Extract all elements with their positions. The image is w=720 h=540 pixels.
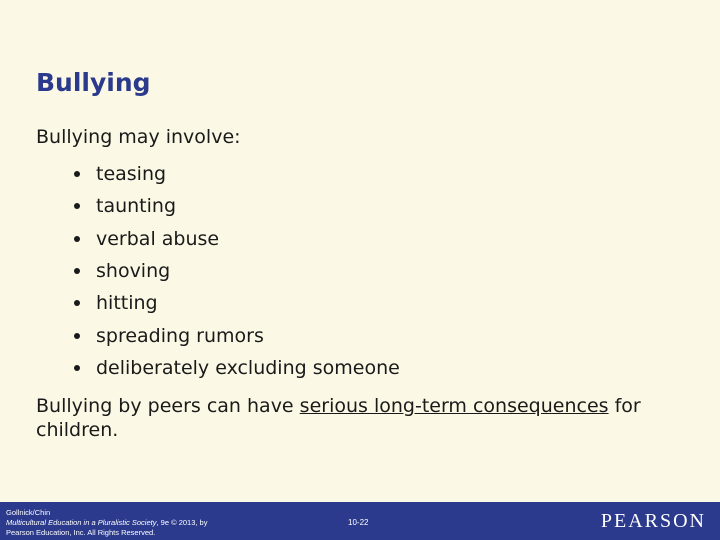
bullet-item [66, 223, 400, 255]
footer-bar [0, 502, 720, 540]
bullet-item [66, 158, 400, 190]
bullet-dot-icon [74, 236, 80, 242]
conclusion-text [36, 394, 676, 442]
conclusion-emphasis: serious long-term consequences [299, 395, 609, 417]
bullet-dot-icon [74, 268, 80, 274]
bullet-dot-icon [74, 171, 80, 177]
bullet-text: verbal abuse [96, 227, 220, 250]
bullet-list [66, 158, 400, 384]
bullet-item [66, 319, 400, 351]
footer-line-2 [6, 518, 207, 528]
bullet-text: spreading rumors [96, 324, 264, 347]
intro-text: Bullying may involve: [36, 126, 241, 148]
bullet-dot-icon [74, 333, 80, 339]
bullet-text: hitting [96, 292, 158, 315]
bullet-text: teasing [96, 163, 167, 186]
book-edition: , 9e © 2013, by [156, 518, 208, 527]
bullet-item [66, 352, 400, 384]
slide-title: Bullying [36, 68, 151, 97]
bullet-text: taunting [96, 195, 177, 218]
conclusion-suffix: for children. [36, 395, 641, 441]
conclusion-prefix: Bullying by peers can have [36, 395, 300, 417]
bullet-dot-icon [74, 203, 80, 209]
footer-line-3: Pearson Education, Inc. All Rights Reserved. [6, 528, 156, 537]
pearson-logo: PEARSON [600, 510, 706, 532]
bullet-text: deliberately excluding someone [96, 356, 400, 379]
bullet-item [66, 287, 400, 319]
bullet-text: shoving [96, 260, 171, 283]
page-number: 10-22 [348, 518, 369, 527]
bullet-dot-icon [74, 365, 80, 371]
bullet-dot-icon [74, 300, 80, 306]
bullet-item [66, 190, 400, 222]
book-title: Multicultural Education in a Pluralistic Society [6, 518, 157, 527]
footer-line-1: Gollnick/Chin [6, 508, 51, 517]
footer-citation [6, 508, 207, 538]
bullet-item [66, 255, 400, 287]
